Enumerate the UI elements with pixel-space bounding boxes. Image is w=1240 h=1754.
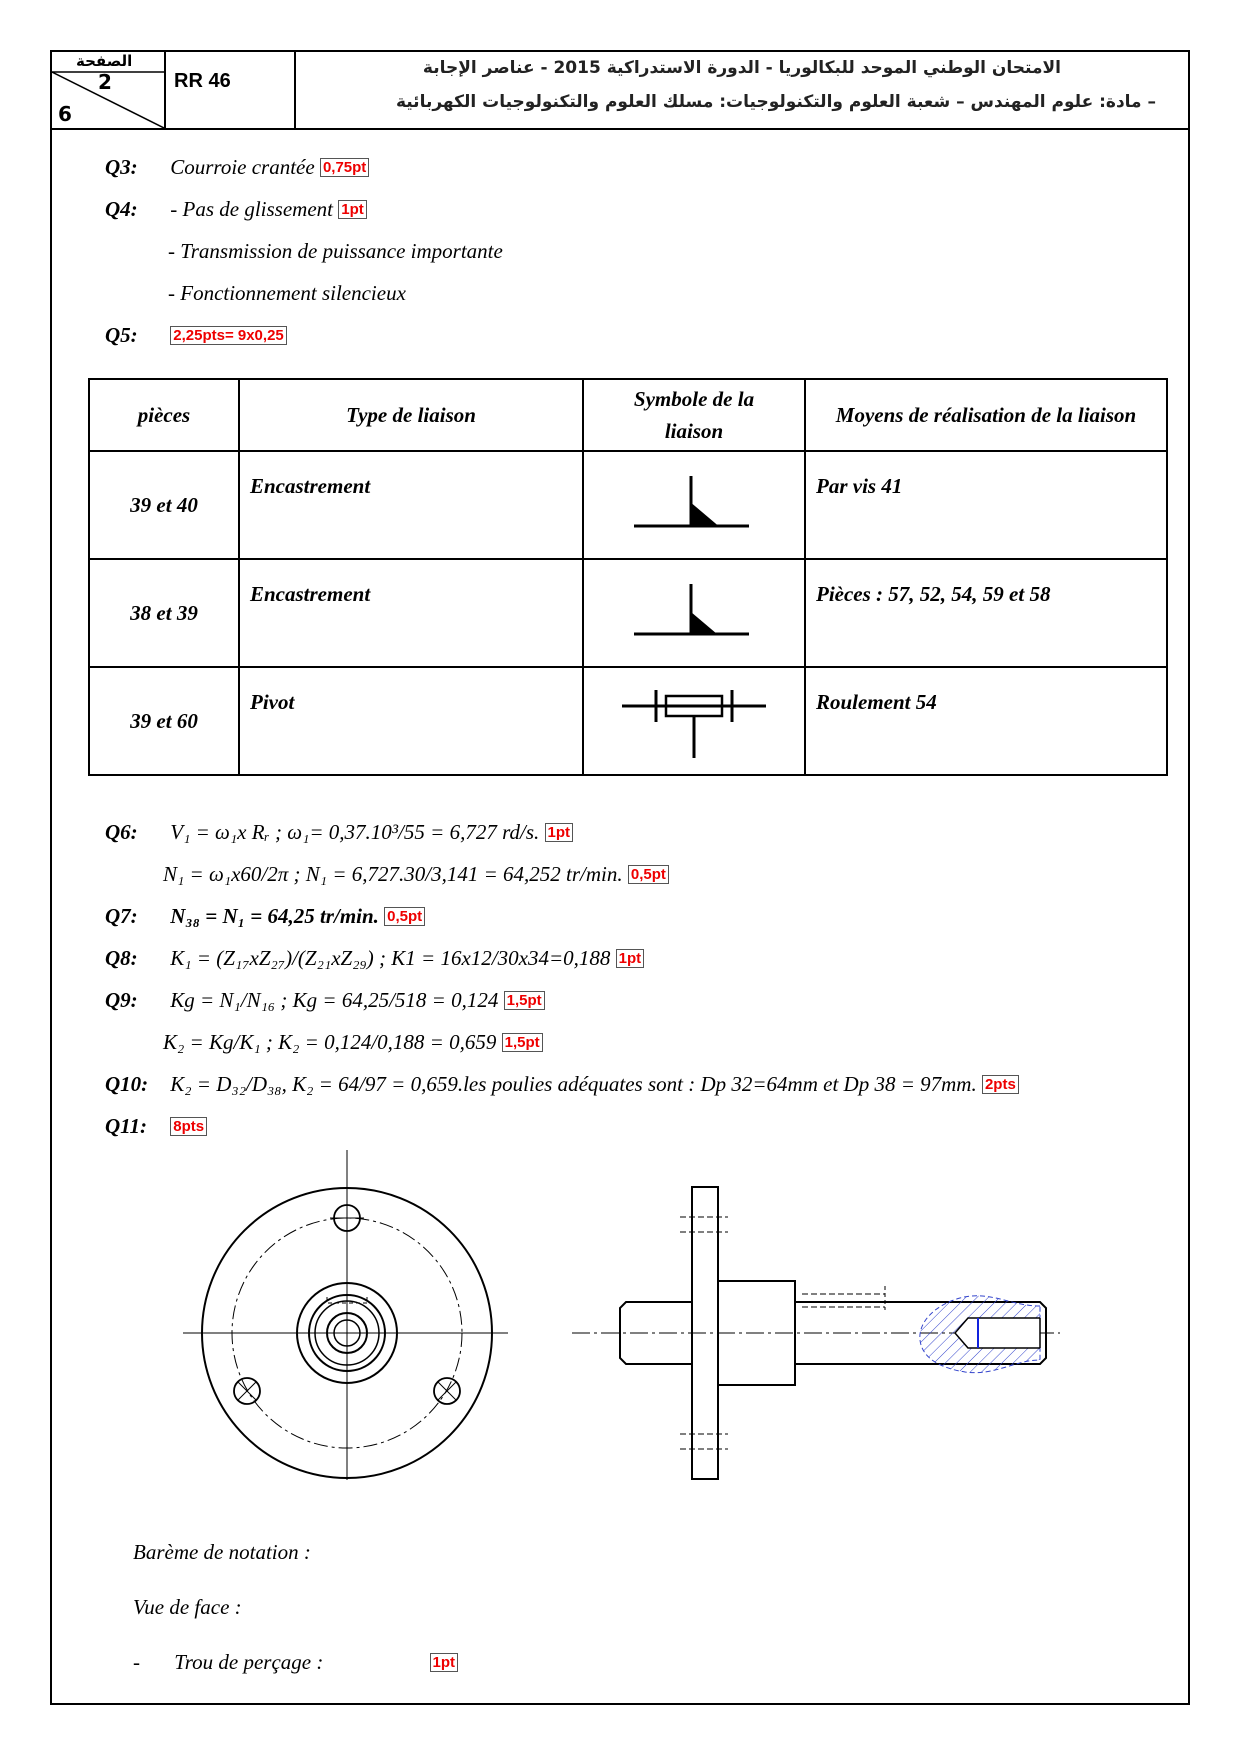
q11-line <box>105 1114 207 1139</box>
q6-label: Q6: <box>105 820 138 844</box>
q6-line2-text: N₁ = ω₁x60/2π ; N₁ = 6,727.30/3,141 = 64,252 tr/min. <box>163 862 623 886</box>
q9-line2 <box>163 1030 543 1055</box>
header-pieces: pièces <box>89 379 239 451</box>
bareme-vue: Vue de face : <box>133 1595 242 1619</box>
header-type: Type de liaison <box>239 379 583 451</box>
row2-type: Encastrement <box>239 559 583 667</box>
bareme-item: Trou de perçage : <box>174 1650 324 1674</box>
encastrement-symbol <box>584 560 804 660</box>
table-row <box>89 559 1167 667</box>
header-title-line2: – مادة: علوم المهندس – شعبة العلوم والتكنولوجيات: مسلك العلوم والتكنولوجيات الكهربائية <box>395 92 1156 112</box>
q3-line <box>105 155 369 180</box>
q6-line2 <box>163 862 669 887</box>
bareme-title: Barème de notation : <box>133 1540 311 1564</box>
q4-line <box>105 197 367 222</box>
q9-label: Q9: <box>105 988 138 1012</box>
front-view <box>183 1150 508 1480</box>
q4-label: Q4: <box>105 197 138 221</box>
side-view <box>572 1187 1060 1479</box>
q5-label: Q5: <box>105 323 138 347</box>
row2-moyens: Pièces : 57, 52, 54, 59 et 58 <box>805 559 1167 667</box>
liaison-table <box>88 378 1168 776</box>
q6-line1-text: V₁ = ω₁x Rᵣ ; ω₁= 0,37.10³/55 = 6,727 rd/s. <box>170 820 540 844</box>
page-label: الصفحة <box>76 52 133 70</box>
q7-points: 0,5pt <box>384 907 425 926</box>
q9-line1 <box>105 988 545 1013</box>
q9-line2-points: 1,5pt <box>502 1033 543 1052</box>
q7-label: Q7: <box>105 904 138 928</box>
q11-points: 8pts <box>170 1117 207 1136</box>
row3-pieces: 39 et 60 <box>89 667 239 775</box>
q9-line1-points: 1,5pt <box>504 991 545 1010</box>
row1-pieces: 39 et 40 <box>89 451 239 559</box>
q8-label: Q8: <box>105 946 138 970</box>
bareme-item-points: 1pt <box>430 1653 459 1672</box>
row1-moyens: Par vis 41 <box>805 451 1167 559</box>
q3-label: Q3: <box>105 155 138 179</box>
encastrement-symbol <box>584 452 804 552</box>
row3-symbol <box>583 667 805 775</box>
q8-points: 1pt <box>616 949 645 968</box>
q8-text: K₁ = (Z₁₇xZ₂₇)/(Z₂₁xZ₂₉) ; K1 = 16x12/30x34=0,188 <box>170 946 611 970</box>
row3-type: Pivot <box>239 667 583 775</box>
q7-text: N₃₈ = N₁ = 64,25 tr/min. <box>170 904 379 928</box>
header <box>50 50 1190 130</box>
header-title <box>296 52 1186 128</box>
q5-line <box>105 323 287 348</box>
row3-moyens: Roulement 54 <box>805 667 1167 775</box>
q5-points: 2,25pts= 9x0,25 <box>170 326 287 345</box>
page-number: 2 <box>98 70 112 94</box>
q6-line2-points: 0,5pt <box>628 865 669 884</box>
header-symbole-text: Symbole de la liaison <box>633 387 755 443</box>
pivot-symbol <box>584 668 804 768</box>
header-symbole <box>583 379 805 451</box>
q4-item-3: - Fonctionnement silencieux <box>168 281 406 305</box>
q3-text: Courroie crantée <box>170 155 315 179</box>
row2-symbol <box>583 559 805 667</box>
bareme-item-dash: - <box>133 1650 140 1674</box>
technical-drawing <box>0 1150 1240 1480</box>
q6-line1 <box>105 820 573 845</box>
q10-line <box>105 1072 1019 1097</box>
header-title-line1: الامتحان الوطني الموحد للبكالوريا - الدورة الاستدراكية 2015 - عناصر الإجابة <box>422 58 1061 78</box>
q4-points: 1pt <box>338 200 367 219</box>
q10-text: K₂ = D₃₂/D₃₈, K₂ = 64/97 = 0,659.les poulies adéquates sont : Dp 32=64mm et Dp 38 = 97mm. <box>170 1072 977 1096</box>
q9-line2-text: K₂ = Kg/K₁ ; K₂ = 0,124/0,188 = 0,659 <box>163 1030 497 1054</box>
bareme-item-line <box>133 1650 458 1675</box>
page-total: 6 <box>58 102 72 126</box>
row1-symbol <box>583 451 805 559</box>
table-row <box>89 451 1167 559</box>
q10-points: 2pts <box>982 1075 1019 1094</box>
table-row <box>89 667 1167 775</box>
page-box <box>52 52 166 128</box>
q9-line1-text: Kg = N₁/N₁₆ ; Kg = 64,25/518 = 0,124 <box>170 988 499 1012</box>
q6-line1-points: 1pt <box>545 823 574 842</box>
header-moyens: Moyens de réalisation de la liaison <box>805 379 1167 451</box>
q4-item-1: - Pas de glissement <box>170 197 333 221</box>
q4-item-2: - Transmission de puissance importante <box>168 239 503 263</box>
exam-code-box <box>166 52 296 128</box>
q8-line <box>105 946 644 971</box>
q3-points: 0,75pt <box>320 158 369 177</box>
q10-label: Q10: <box>105 1072 149 1096</box>
row2-pieces: 38 et 39 <box>89 559 239 667</box>
q11-label: Q11: <box>105 1114 147 1138</box>
exam-code: RR 46 <box>174 70 231 92</box>
table-header-row <box>89 379 1167 451</box>
row1-type: Encastrement <box>239 451 583 559</box>
q7-line <box>105 904 425 929</box>
